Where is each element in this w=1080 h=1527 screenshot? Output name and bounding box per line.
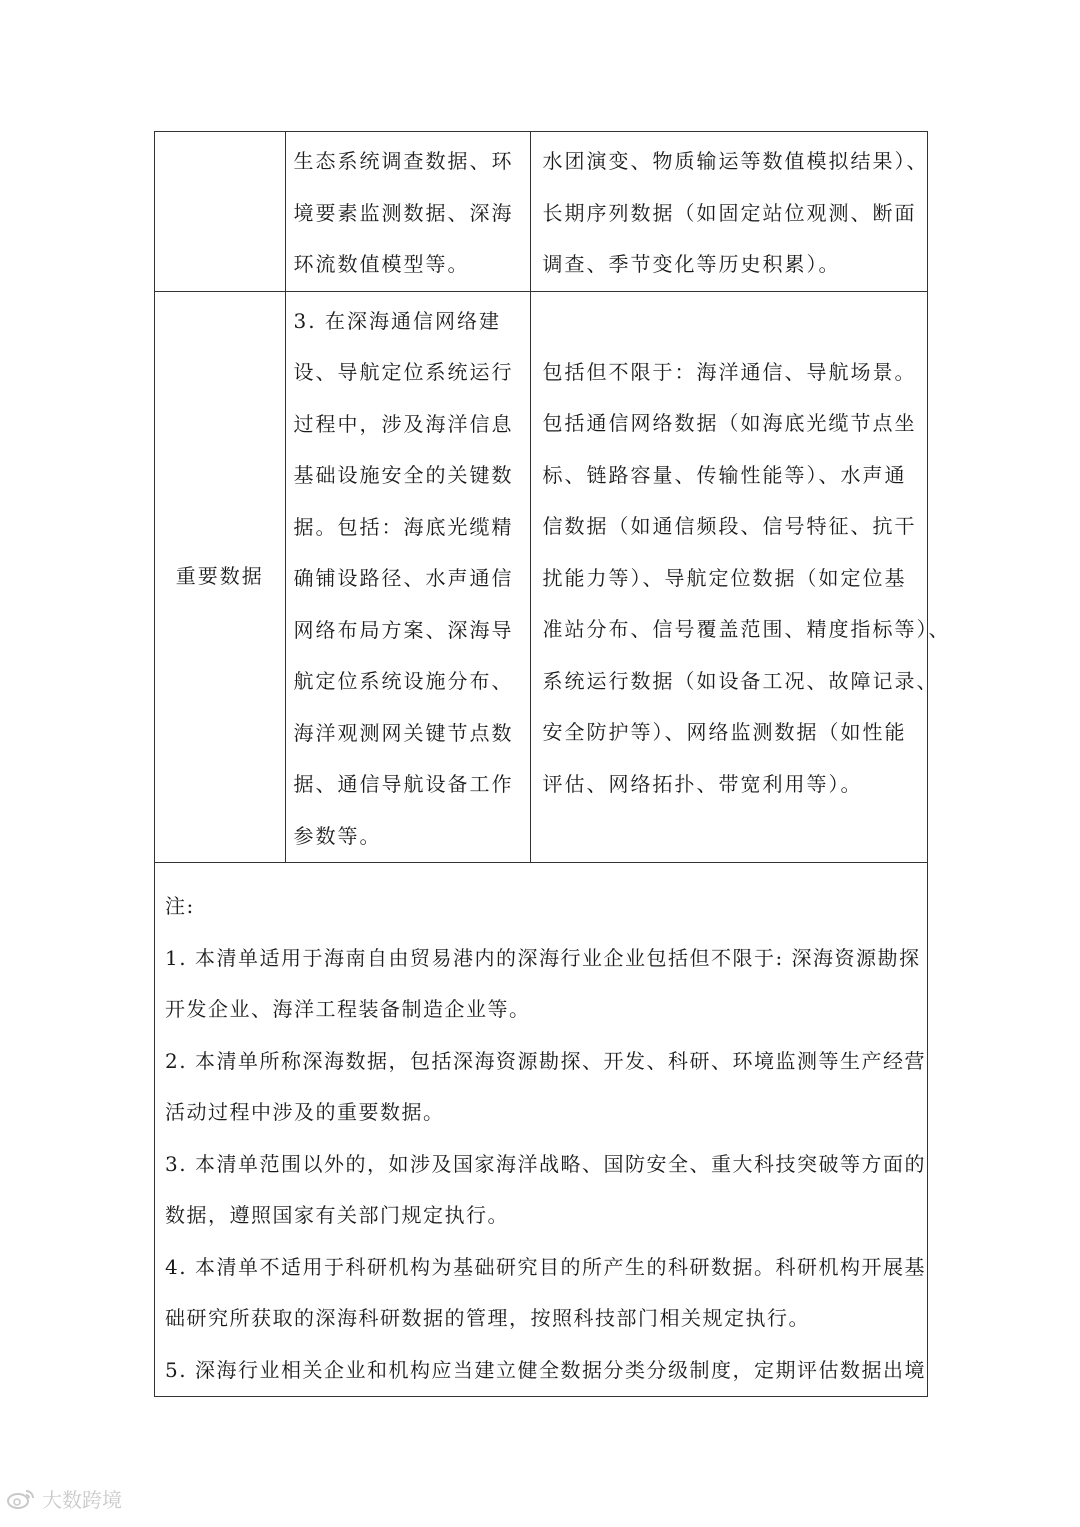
text-line: 评估、网络拓扑、带宽利用等）。 xyxy=(542,771,863,796)
note-line: 活动过程中涉及的重要数据。 xyxy=(165,1100,445,1124)
data-description-cell xyxy=(531,132,928,292)
note-line: 5. 深海行业相关企业和机构应当建立健全数据分类分级制度，定期评估数据出境 xyxy=(165,1357,926,1382)
text-line: 航定位系统设施分布、 xyxy=(293,669,514,693)
text-line: 设、导航定位系统运行 xyxy=(293,360,514,384)
table-row xyxy=(155,132,928,292)
text-line: 系统运行数据（如设备工况、故障记录、 xyxy=(542,668,939,693)
text-line: 长期序列数据（如固定站位观测、断面 xyxy=(542,200,917,225)
text-line: 据。包括：海底光缆精 xyxy=(293,514,514,539)
text-line: 过程中，涉及海洋信息 xyxy=(293,411,514,436)
text-line: 境要素监测数据、深海 xyxy=(293,200,514,225)
data-scope-cell xyxy=(285,291,531,863)
text-line: 标、链路容量、传输性能等）、水声通 xyxy=(542,462,907,487)
note-line: 4. 本清单不适用于科研机构为基础研究目的所产生的科研数据。科研机构开展基 xyxy=(165,1254,926,1279)
text-line: 安全防护等）、网络监测数据（如性能 xyxy=(542,720,907,744)
notes-row xyxy=(155,863,928,1397)
text-line: 包括通信网络数据（如海底光缆节点坐 xyxy=(542,411,917,435)
text-line: 参数等。 xyxy=(293,823,382,848)
text-line: 确铺设路径、水声通信 xyxy=(293,566,514,590)
text-line: 据、通信导航设备工作 xyxy=(293,772,514,796)
text-line: 信数据（如通信频段、信号特征、抗干 xyxy=(542,514,917,538)
text-line: 生态系统调查数据、环 xyxy=(293,149,514,173)
notes-cell xyxy=(155,863,928,1397)
text-line: 环流数值模型等。 xyxy=(293,252,470,276)
category-cell: 重要数据 xyxy=(155,291,286,863)
text-line: 调查、季节变化等历史积累）。 xyxy=(542,252,841,276)
watermark xyxy=(6,1484,122,1513)
data-scope-cell xyxy=(285,132,531,292)
watermark-text: 大数跨境 xyxy=(42,1488,122,1512)
note-line: 1. 本清单适用于海南自由贸易港内的深海行业企业包括但不限于: 深海资源勘探 xyxy=(165,945,921,970)
text-line: 3. 在深海通信网络建 xyxy=(293,308,501,333)
text-line: 包括但不限于：海洋通信、导航场景。 xyxy=(542,359,917,384)
note-line: 3. 本清单范围以外的，如涉及国家海洋战略、国防安全、重大科技突破等方面的 xyxy=(165,1151,926,1176)
notes-title: 注: xyxy=(165,894,195,918)
data-description-cell xyxy=(531,291,951,863)
note-line: 2. 本清单所称深海数据，包括深海资源勘探、开发、科研、环境监测等生产经营 xyxy=(165,1048,926,1073)
table-row xyxy=(155,291,928,863)
text-line: 水团演变、物质输运等数值模拟结果）、 xyxy=(542,149,929,173)
category-cell xyxy=(155,132,286,292)
note-line: 础研究所获取的深海科研数据的管理，按照科技部门相关规定执行。 xyxy=(165,1306,810,1330)
text-line: 基础设施安全的关键数 xyxy=(293,463,514,487)
text-line: 网络布局方案、深海导 xyxy=(293,617,514,642)
note-line: 数据，遵照国家有关部门规定执行。 xyxy=(165,1203,509,1227)
note-line: 开发企业、海洋工程装备制造企业等。 xyxy=(165,997,531,1021)
text-line: 准站分布、信号覆盖范围、精度指标等）、 xyxy=(542,617,951,641)
text-line: 扰能力等）、导航定位数据（如定位基 xyxy=(542,565,907,590)
weibo-logo-icon xyxy=(6,1488,36,1510)
data-catalog-table xyxy=(154,131,951,1397)
text-line: 海洋观测网关键节点数 xyxy=(293,720,514,745)
